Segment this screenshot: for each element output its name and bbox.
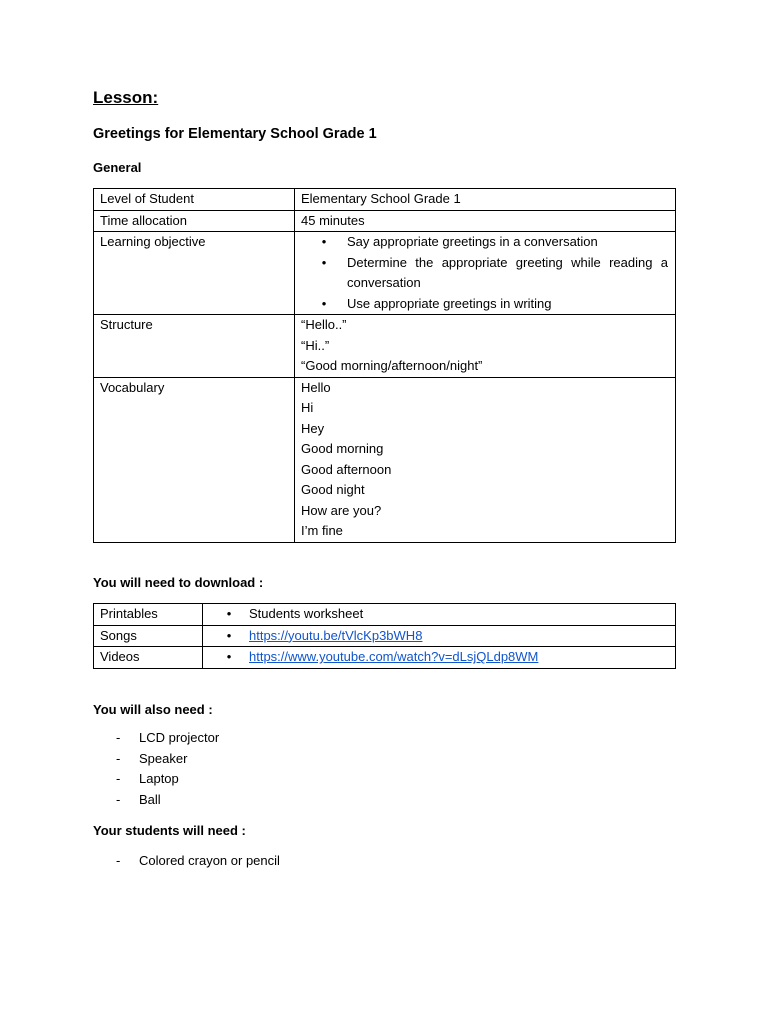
dash-marker: - — [116, 791, 121, 807]
row-value — [203, 625, 676, 647]
table-row — [94, 377, 676, 542]
also-need-list — [116, 728, 219, 810]
structure-line: “Hi..” — [301, 337, 330, 353]
row-value: Elementary School Grade 1 — [295, 189, 676, 211]
row-label: Learning objective — [94, 232, 295, 315]
row-label: Printables — [94, 604, 203, 626]
objective-list — [295, 232, 676, 315]
table-row — [94, 315, 676, 378]
dash-marker: - — [116, 853, 121, 868]
general-heading: General — [93, 160, 142, 175]
bullet-icon: • — [321, 254, 327, 270]
download-heading: You will need to download : — [93, 575, 264, 590]
bullet-icon: • — [226, 606, 232, 621]
bullet-icon: • — [226, 649, 232, 664]
row-value — [203, 647, 676, 669]
table-row — [94, 210, 676, 232]
structure-line: “Good morning/afternoon/night” — [301, 358, 483, 373]
table-row — [94, 625, 676, 647]
table-row — [94, 647, 676, 669]
list-item — [116, 851, 280, 872]
lesson-subtitle: Greetings for Elementary School Grade 1 — [93, 126, 377, 142]
item-text: Speaker — [139, 750, 188, 766]
vocabulary-word: How are you? — [301, 502, 382, 518]
list-item — [301, 232, 668, 253]
structure-list — [295, 315, 676, 378]
row-value — [203, 604, 676, 626]
songs-link[interactable]: https://youtu.be/tVlcKp3bWH8 — [249, 627, 423, 643]
list-item — [301, 294, 668, 315]
videos-link[interactable]: https://www.youtube.com/watch?v=dLsjQLdp8WM — [249, 649, 539, 664]
vocabulary-word: Hi — [301, 400, 314, 415]
list-item — [116, 790, 219, 811]
dash-marker: - — [116, 730, 121, 745]
students-need-heading: Your students will need : — [93, 823, 246, 838]
list-item — [116, 769, 219, 790]
also-need-heading: You will also need : — [93, 702, 213, 717]
item-text: Ball — [139, 791, 161, 807]
item-text: LCD projector — [139, 730, 220, 745]
general-table — [93, 188, 676, 543]
list-item — [301, 253, 668, 294]
students-need-list — [116, 851, 280, 872]
item-text: Laptop — [139, 771, 179, 786]
lesson-label: Lesson: — [93, 88, 159, 107]
table-row — [94, 189, 676, 211]
vocabulary-word: Good night — [301, 482, 365, 497]
printable-item: Students worksheet — [249, 606, 364, 621]
vocabulary-word: Good afternoon — [301, 461, 392, 477]
vocabulary-word: Hello — [301, 379, 331, 395]
dash-marker: - — [116, 750, 121, 766]
row-value: 45 minutes — [295, 210, 676, 232]
objective-text: Say appropriate greetings in a conversation — [347, 234, 598, 249]
vocabulary-word: I’m fine — [301, 523, 343, 538]
table-row — [94, 604, 676, 626]
row-label: Vocabulary — [94, 377, 295, 542]
list-item — [116, 749, 219, 770]
row-label: Structure — [94, 315, 295, 378]
item-text: Colored crayon or pencil — [139, 853, 280, 868]
row-label: Songs — [94, 625, 203, 647]
list-item — [116, 728, 219, 749]
bullet-icon: • — [321, 234, 327, 249]
table-row — [94, 232, 676, 315]
bullet-icon: • — [226, 627, 232, 643]
vocabulary-word: Hey — [301, 420, 325, 436]
row-label: Time allocation — [94, 210, 295, 232]
row-label: Videos — [94, 647, 203, 669]
bullet-icon: • — [321, 295, 327, 311]
download-table — [93, 603, 676, 669]
objective-text: Determine the appropriate greeting while reading a conversation — [347, 254, 668, 290]
dash-marker: - — [116, 771, 121, 786]
structure-line: “Hello..” — [301, 317, 347, 332]
vocabulary-list — [295, 377, 676, 542]
objective-text: Use appropriate greetings in writing — [347, 295, 552, 311]
row-label: Level of Student — [94, 189, 295, 211]
vocabulary-word: Good morning — [301, 441, 384, 456]
